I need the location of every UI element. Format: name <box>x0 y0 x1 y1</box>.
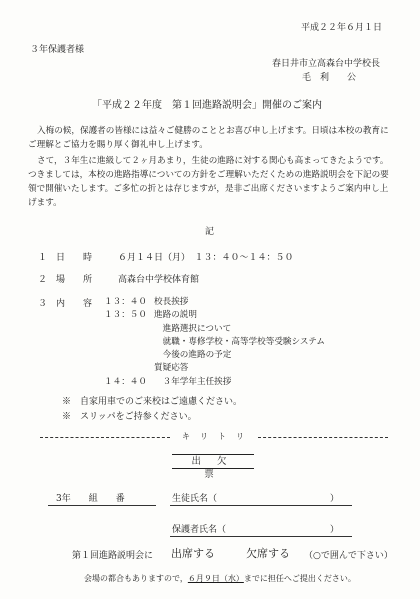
cut-line-left <box>40 437 170 438</box>
schedule-text: 進路の説明 <box>154 310 197 321</box>
schedule-time <box>104 362 154 375</box>
submission-deadline: ６月９日（水） <box>187 574 244 583</box>
schedule-text: 質疑応答 <box>154 363 189 374</box>
attend-option[interactable]: 出席する <box>171 547 215 560</box>
cut-line-right <box>258 437 388 438</box>
schedule-text: 就職・専修学校・高等学校等受験システム <box>154 336 326 347</box>
schedule-time: １３：４０ <box>104 297 147 307</box>
submission-note-post: までに担任へご提出ください。 <box>243 574 356 583</box>
reply-title: 出欠票 <box>172 454 254 469</box>
recipient: ３年保護者様 <box>30 45 85 55</box>
guardian-name-close: ） <box>330 525 340 535</box>
note-slippers: ※ スリッパをご持参ください。 <box>62 412 197 422</box>
schedule-text: 進路選択について <box>154 323 232 334</box>
student-name-label: 生徒氏名（ <box>172 494 218 504</box>
schedule-list <box>104 296 325 389</box>
schedule-time <box>104 349 154 362</box>
student-name-close: ） <box>330 494 340 504</box>
submission-note <box>84 573 356 584</box>
schedule-text: 今後の進路の予定 <box>154 350 232 361</box>
document-date: 平成２２年６月１日 <box>301 23 383 33</box>
class-number-field[interactable] <box>56 491 125 504</box>
item-place-value: 高森台中学校体育館 <box>118 275 200 285</box>
schedule-row <box>104 349 325 362</box>
item-date-label: １ 日 時 <box>38 253 93 263</box>
absent-option[interactable]: 欠席する <box>246 547 290 560</box>
class-underline <box>48 505 156 506</box>
student-name-underline[interactable] <box>170 505 352 506</box>
item-content-label: ３ 内 容 <box>38 299 93 309</box>
schedule-time: １４：４０ <box>104 376 147 387</box>
class-number-label: 3年 組 番 <box>56 494 125 504</box>
schedule-row <box>104 362 325 375</box>
schedule-row <box>104 376 325 389</box>
intro-paragraph-1 <box>28 124 392 152</box>
submission-note-pre: 会場の都合もありますので， <box>84 574 188 583</box>
schedule-text: ３年学年主任挨拶 <box>154 376 232 387</box>
note-parking: ※ 自家用車でのご来校はご遠慮ください。 <box>62 397 243 407</box>
schedule-text: 校長挨拶 <box>154 297 189 307</box>
item-date-value: ６月１４日（月） １３：４０～１４：５０ <box>118 253 294 263</box>
intro-text-1: 入梅の候，保護者の皆様には益々ご健勝のこととお喜び申し上げます。日頃は本校の教育にご理解とご協力を賜り厚く御礼申し上げます。 <box>28 126 389 150</box>
intro-text-2: さて，３年生に進級して２ヶ月あまり，生徒の進路に対する関心も高まってきたようです。つきましては，本校の進路指導についての方針をご理解いただくための進路説明会を下記の要領で開催いたします。ご多忙の折とは存じますが，是非ご出席くださいますようご案内申し上げます。 <box>28 156 389 208</box>
schedule-row <box>104 296 325 309</box>
guardian-name-label: 保護者氏名（ <box>172 525 227 535</box>
schedule-time <box>104 336 154 349</box>
document-title: 「平成２２年度 第１回進路説明会」開催のご案内 <box>92 100 322 111</box>
schedule-row <box>104 309 325 322</box>
intro-paragraph-2 <box>28 154 392 210</box>
schedule-row <box>104 323 325 336</box>
guardian-name-underline[interactable] <box>170 536 352 537</box>
schedule-time: １３：５０ <box>104 310 147 321</box>
sender-org: 春日井市立高森台中学校長 <box>272 59 381 69</box>
cut-line-label: キ リ ト リ <box>182 432 245 441</box>
event-label: 第１回進路説明会に <box>72 551 154 561</box>
circle-instruction: （○で囲んで下さい） <box>304 551 393 561</box>
sender-name: 毛 利 公 <box>302 73 357 83</box>
schedule-row <box>104 336 325 349</box>
item-place-label: ２ 場 所 <box>38 275 93 285</box>
schedule-time <box>104 323 154 336</box>
ki-heading: 記 <box>205 227 215 237</box>
